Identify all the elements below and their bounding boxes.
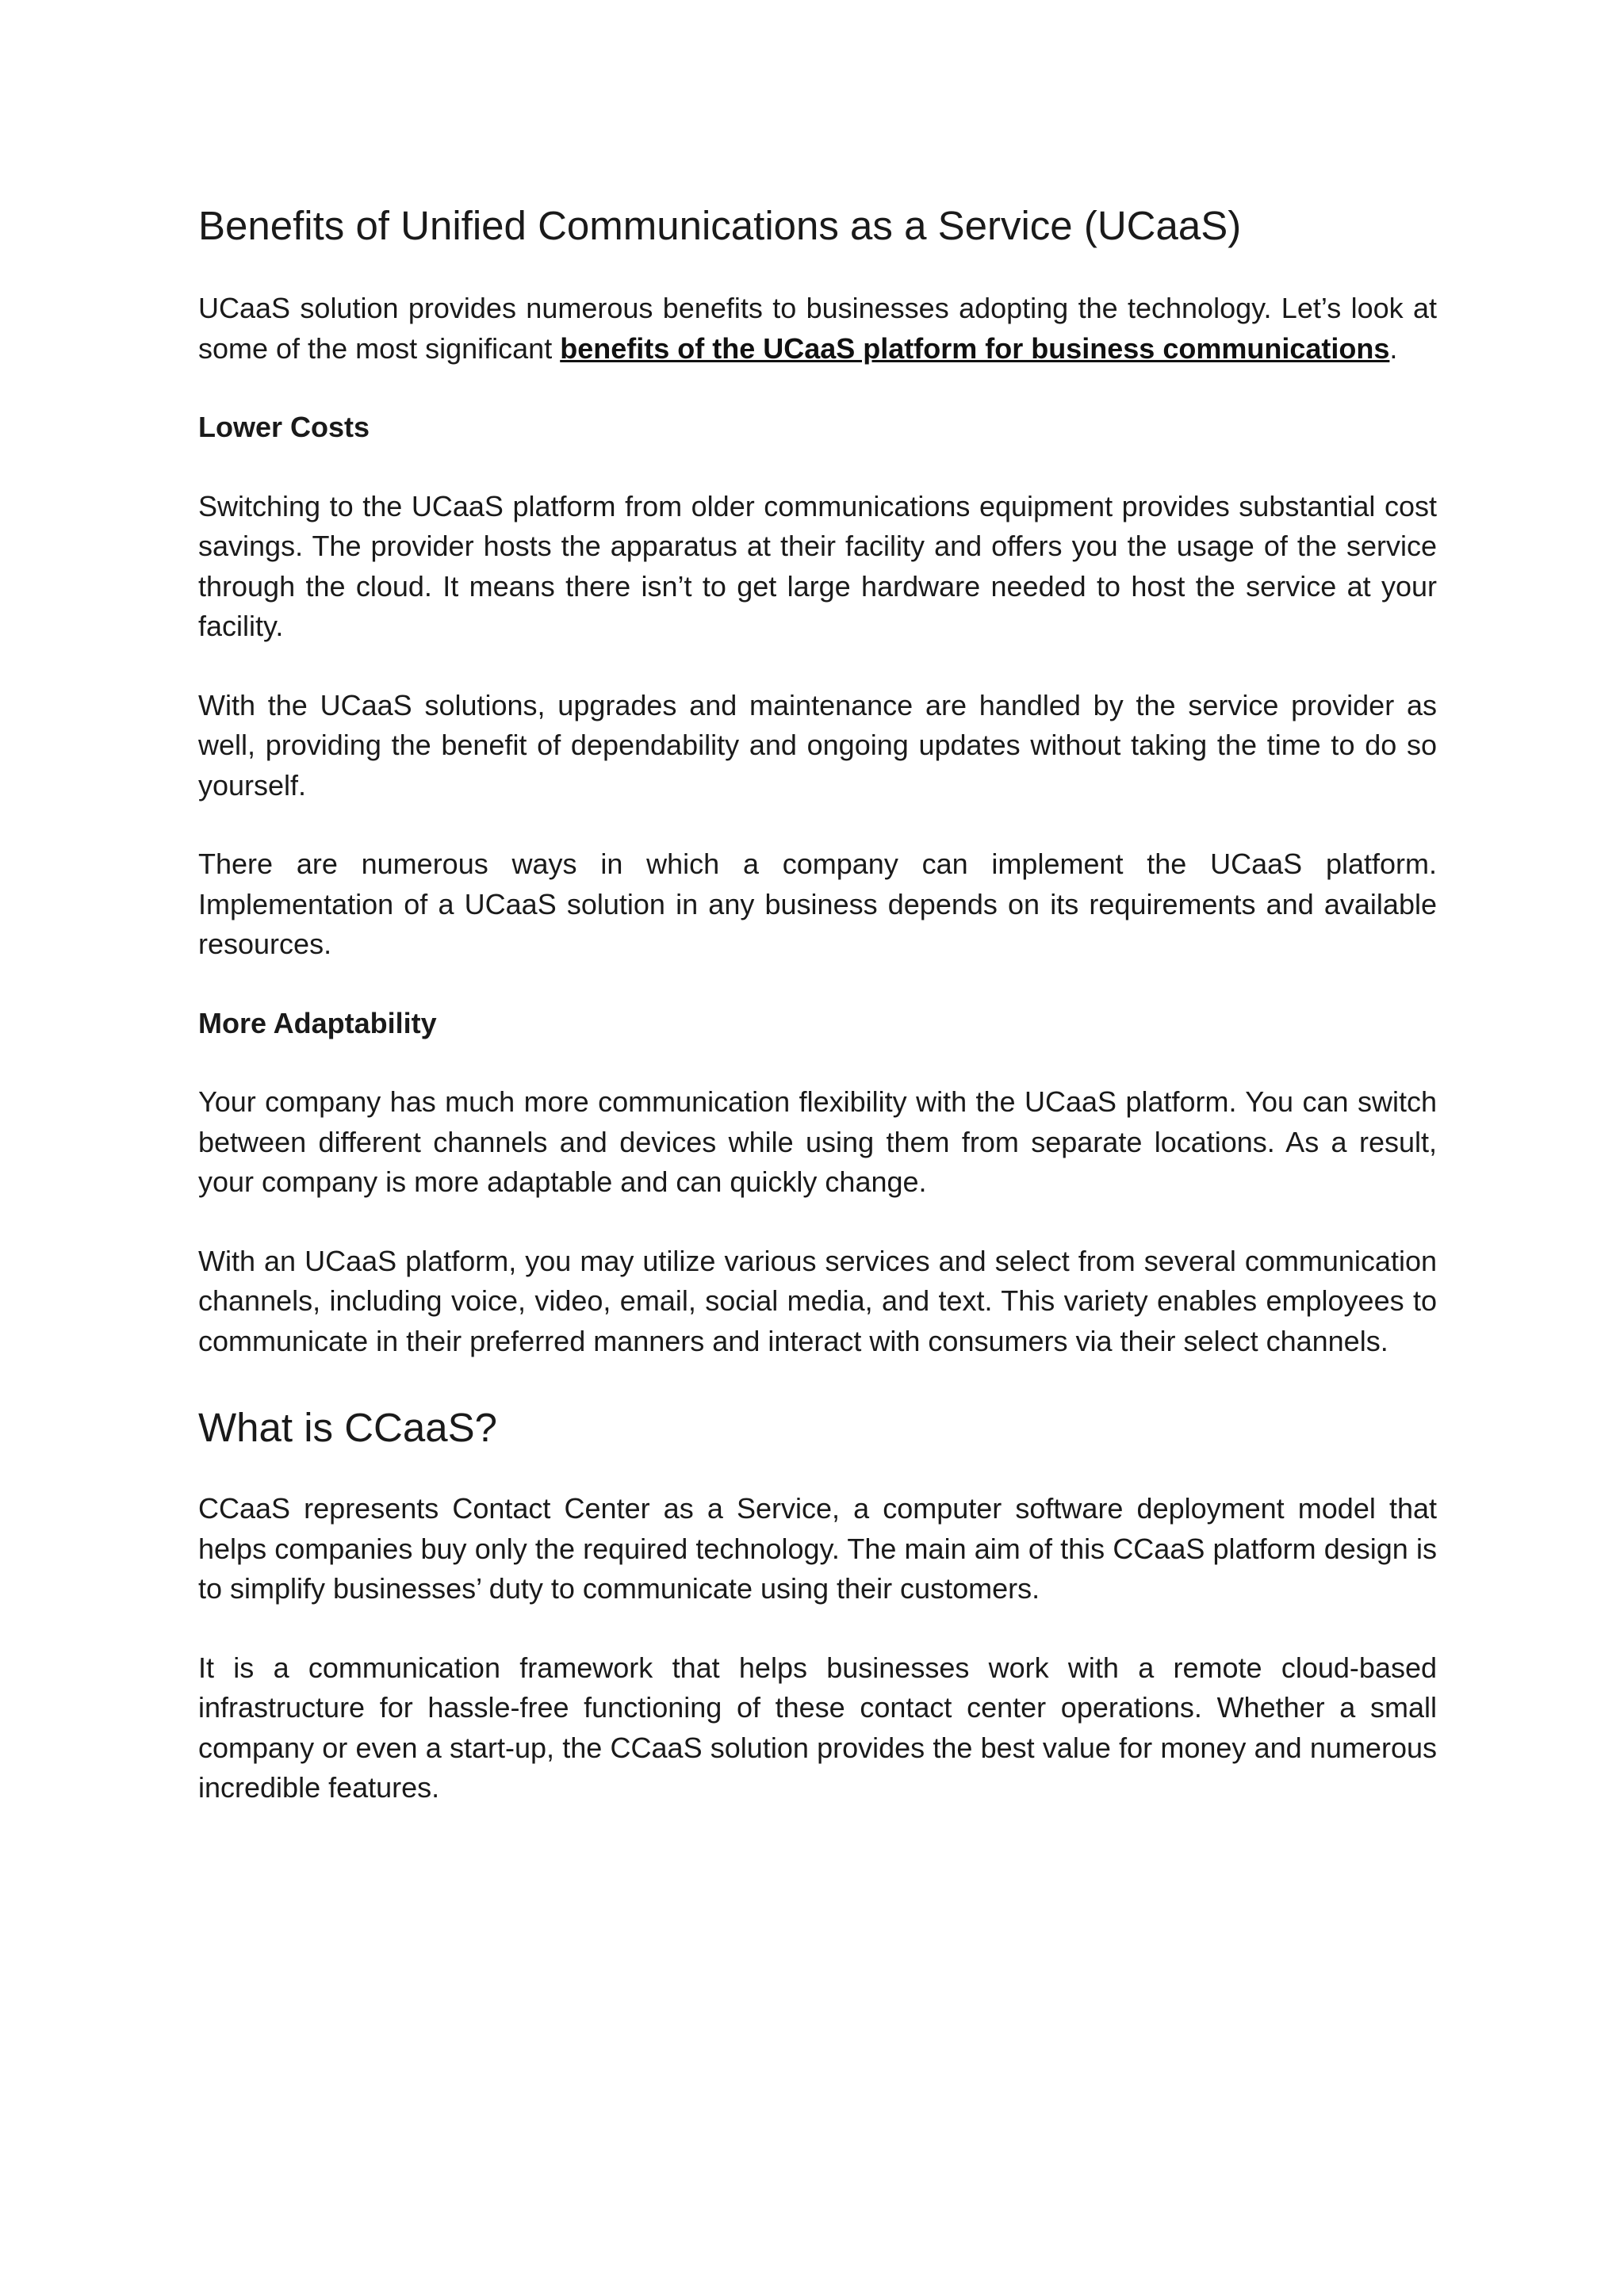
intro-paragraph [198, 289, 1437, 369]
intro-period: . [1389, 331, 1398, 365]
ccaas-heading: What is CCaaS? [198, 1405, 497, 1450]
benefits-link[interactable]: benefits of the UCaaS platform for business communications [560, 331, 1390, 365]
lower-costs-paragraph-1: Switching to the UCaaS platform from older communications equipment provides substantial cost savings. The provider hosts the apparatus at their facility and offers you the usage of the service through the cloud. It means there isn’t to get large hardware needed to host the service at your facility. [198, 489, 1437, 642]
intro-text: UCaaS solution provides numerous benefits to businesses adopting the technology. Let’s look at some of the most significant [198, 292, 1437, 365]
document-page [198, 198, 1437, 1847]
lower-costs-heading: Lower Costs [198, 411, 370, 443]
ccaas-paragraph-2: It is a communication framework that helps businesses work with a remote cloud-based infrastructure for hassle-free functioning of these contact center operations. Whether a small company or even a start-up, the CCaaS solution provides the best value for money and numerous incredible features. [198, 1651, 1437, 1804]
adaptability-heading: More Adaptability [198, 1006, 437, 1039]
lower-costs-paragraph-2: With the UCaaS solutions, upgrades and maintenance are handled by the service provider as well, providing the benefit of dependability and ongoing updates without taking the time to do so yourself. [198, 688, 1437, 802]
page-title: Benefits of Unified Communications as a Service (UCaaS) [198, 203, 1242, 248]
adaptability-paragraph-1: Your company has much more communication flexibility with the UCaaS platform. You can switch between different channels and devices while using them from separate locations. As a result, your company is more adaptable and can quickly change. [198, 1085, 1437, 1198]
adaptability-paragraph-2: With an UCaaS platform, you may utilize various services and select from several communication channels, including voice, video, email, social media, and text. This variety enables employees to communicate in their preferred manners and interact with consumers via their select channels. [198, 1244, 1437, 1357]
ccaas-paragraph-1: CCaaS represents Contact Center as a Service, a computer software deployment model that helps companies buy only the required technology. The main aim of this CCaaS platform design is to simplify businesses’ duty to communicate using their customers. [198, 1492, 1437, 1605]
lower-costs-paragraph-3: There are numerous ways in which a company can implement the UCaaS platform. Implementation of a UCaaS solution in any business depends on its requirements and available resources. [198, 848, 1437, 960]
